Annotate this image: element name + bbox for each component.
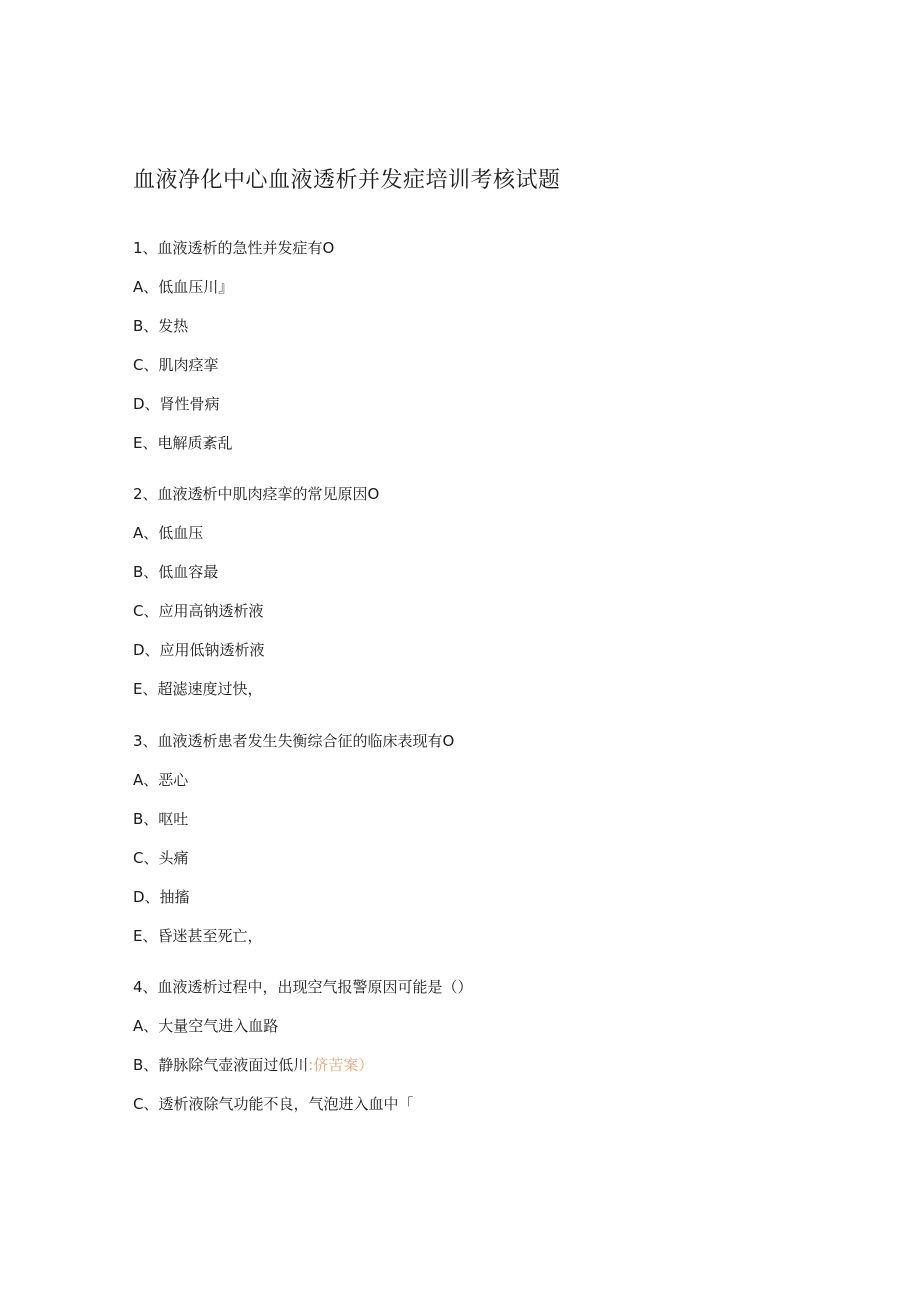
question-2-option-c: C、应用高钠透析液 bbox=[133, 602, 264, 620]
question-1-option-d: D、肾性骨病 bbox=[133, 395, 220, 413]
question-1-option-b: B、发热 bbox=[133, 317, 189, 335]
question-4-option-b-text: B、静脉除气壶液面过低川 bbox=[133, 1056, 309, 1074]
question-4-option-a: A、大量空气进入血路 bbox=[133, 1017, 279, 1035]
question-4-option-b-annotation: :侪苦案） bbox=[308, 1056, 374, 1074]
page-title: 血液净化中心血液透析并发症培训考核试题 bbox=[133, 168, 561, 193]
question-3-option-a: A、恶心 bbox=[133, 771, 189, 789]
question-3-option-b: B、呕吐 bbox=[133, 810, 189, 828]
question-3-option-c: C、头痛 bbox=[133, 849, 189, 867]
question-4-stem: 4、血液透析过程中，出现空气报警原因可能是（） bbox=[133, 978, 473, 996]
question-2-option-d: D、应用低钠透析液 bbox=[133, 641, 265, 659]
question-1-option-e: E、电解质紊乱 bbox=[133, 434, 233, 452]
question-2-option-b: B、低血容最 bbox=[133, 563, 219, 581]
question-1-option-c: C、肌肉痉挛 bbox=[133, 356, 219, 374]
question-4-option-b bbox=[133, 1055, 373, 1075]
question-3-option-e: E、昏迷甚至死亡， bbox=[133, 927, 263, 945]
question-2-option-a: A、低血压 bbox=[133, 524, 204, 542]
question-2-stem: 2、血液透析中肌肉痉挛的常见原因O bbox=[133, 485, 380, 503]
question-3-option-d: D、抽搐 bbox=[133, 888, 190, 906]
question-2-option-e: E、超滤速度过快， bbox=[133, 680, 263, 698]
question-4-option-c: C、透析液除气功能不良，气泡进入血中「 bbox=[133, 1095, 414, 1113]
question-1-option-a: A、低血压川』 bbox=[133, 278, 234, 296]
question-1-stem: 1、血液透析的急性并发症有O bbox=[133, 239, 335, 257]
question-3-stem: 3、血液透析患者发生失衡综合征的临床表现有O bbox=[133, 732, 455, 750]
